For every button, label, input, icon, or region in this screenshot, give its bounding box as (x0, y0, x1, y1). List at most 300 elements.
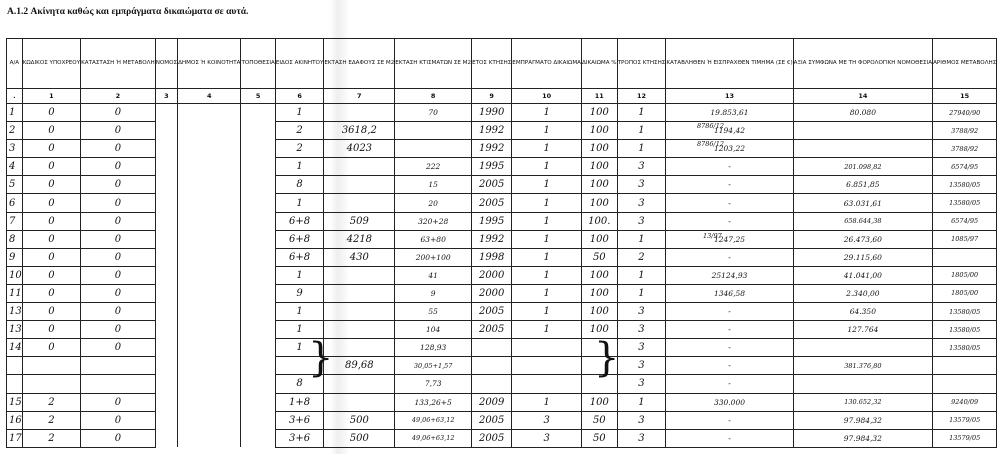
margin-note: 8786/12 (697, 140, 725, 148)
column-number: 6 (275, 89, 324, 104)
table-cell: 1 (512, 140, 582, 158)
table-cell: 11 (7, 284, 23, 302)
table-cell (22, 357, 80, 375)
table-cell: 1 (275, 303, 324, 321)
table-cell: 3 (7, 140, 23, 158)
table-cell (22, 375, 80, 393)
table-cell: 8 (7, 230, 23, 248)
table-cell (178, 393, 241, 411)
table-cell: 0 (22, 266, 80, 284)
table-cell: 100 (581, 176, 617, 194)
table-cell: - (666, 429, 793, 447)
table-row (7, 429, 997, 447)
table-cell: 200+100 (395, 248, 472, 266)
table-cell: 15 (395, 176, 472, 194)
table-cell: 0 (81, 339, 156, 357)
table-cell (155, 230, 177, 248)
table-cell (324, 104, 395, 122)
table-row (7, 176, 997, 194)
table-cell: 8 (275, 176, 324, 194)
table-cell: 658.644,38 (793, 212, 932, 230)
table-row (7, 303, 997, 321)
table-cell: 3 (617, 339, 666, 357)
table-cell: - (666, 411, 793, 429)
table-cell (155, 212, 177, 230)
table-cell: 1 (512, 212, 582, 230)
table-cell: 13580/05 (933, 321, 997, 339)
table-cell: 127.764 (793, 321, 932, 339)
table-row (7, 266, 997, 284)
table-cell: 0 (22, 284, 80, 302)
table-cell: 0 (81, 230, 156, 248)
table-cell (178, 104, 241, 122)
table-cell: 1805/00 (933, 284, 997, 302)
column-header: ΕΚΤΑΣΗ ΕΔΑΦΟΥΣ ΣΕ Μ2 (324, 39, 395, 89)
table-cell: - (666, 303, 793, 321)
table-cell: 50 (581, 411, 617, 429)
table-cell: 41.041,00 (793, 266, 932, 284)
table-cell: 0 (22, 212, 80, 230)
column-number: 5 (241, 89, 275, 104)
table-cell: 4023 (324, 140, 395, 158)
table-cell (178, 303, 241, 321)
table-cell: 1 (512, 122, 582, 140)
table-cell: 0 (81, 194, 156, 212)
table-cell (178, 176, 241, 194)
column-number-row (7, 89, 997, 104)
table-cell: 2 (7, 122, 23, 140)
table-cell (178, 122, 241, 140)
table-cell: 2000 (472, 284, 512, 302)
table-cell: 13580/05 (933, 339, 997, 357)
table-row (7, 140, 997, 158)
table-cell (178, 266, 241, 284)
column-number: 1 (22, 89, 80, 104)
table-cell (155, 357, 177, 375)
table-cell (241, 104, 275, 122)
table-cell: 500 (324, 429, 395, 447)
table-cell (472, 357, 512, 375)
table-row (7, 230, 997, 248)
table-cell (324, 375, 395, 393)
table-cell: 1992 (472, 140, 512, 158)
table-cell (155, 393, 177, 411)
table-cell (324, 158, 395, 176)
table-cell (241, 339, 275, 357)
table-cell: 3 (617, 176, 666, 194)
column-number: 11 (581, 89, 617, 104)
table-cell: 222 (395, 158, 472, 176)
table-cell: 64.350 (793, 303, 932, 321)
table-cell: 0 (22, 158, 80, 176)
table-cell (324, 321, 395, 339)
column-header: ΚΑΤΑΣΤΑΣΗ Ή ΜΕΤΑΒΟΛΗ (81, 39, 156, 89)
table-cell (155, 122, 177, 140)
table-cell: 1 (275, 104, 324, 122)
table-cell (241, 158, 275, 176)
table-cell (155, 411, 177, 429)
table-cell: 2005 (472, 176, 512, 194)
table-cell: 0 (81, 393, 156, 411)
table-cell: 100 (581, 104, 617, 122)
table-cell: 430 (324, 248, 395, 266)
table-cell: 6+8 (275, 248, 324, 266)
table-cell (512, 339, 582, 357)
column-number: 7 (324, 89, 395, 104)
column-number: 14 (793, 89, 932, 104)
table-cell: 14 (7, 339, 23, 357)
column-number: . (7, 89, 23, 104)
table-cell: 2005 (472, 194, 512, 212)
table-cell (178, 375, 241, 393)
table-cell: 50 (581, 248, 617, 266)
table-cell (178, 339, 241, 357)
table-cell (178, 357, 241, 375)
table-cell: 29.115,60 (793, 248, 932, 266)
section-title: A.1.2 Ακίνητα καθώς και εμπράγματα δικαιώματα σε αυτά. (7, 7, 249, 17)
table-cell: 1 (617, 284, 666, 302)
table-cell: 10 (7, 266, 23, 284)
column-number: 2 (81, 89, 156, 104)
table-cell: 0 (22, 104, 80, 122)
table-cell (324, 176, 395, 194)
table-cell: 49,06+63,12 (395, 411, 472, 429)
table-row (7, 411, 997, 429)
table-cell: 2 (617, 248, 666, 266)
table-cell: 27940/90 (933, 104, 997, 122)
column-header: ΕΤΟΣ ΚΤΗΣΗΣ (472, 39, 512, 89)
table-cell: 2005 (472, 321, 512, 339)
column-header: ΕΙΔΟΣ ΑΚΙΝΗΤΟΥ (275, 39, 324, 89)
table-cell: 4 (7, 158, 23, 176)
table-cell: 100 (581, 284, 617, 302)
table-cell: 80.080 (793, 104, 932, 122)
column-header: ΑΞΙΑ ΣΥΜΦΩΝΑ ΜΕ ΤΗ ΦΟΡΟΛΟΓΙΚΗ ΝΟΜΟΘΕΣΙΑ (793, 39, 932, 89)
table-cell: 2 (275, 140, 324, 158)
table-cell: 3 (617, 212, 666, 230)
table-cell: 6.851,85 (793, 176, 932, 194)
column-header: ΤΡΟΠΟΣ ΚΤΗΣΗΣ (617, 39, 666, 89)
table-cell: 5 (7, 176, 23, 194)
table-cell: 1 (617, 266, 666, 284)
table-cell: 3 (512, 429, 582, 447)
table-row (7, 357, 997, 375)
table-cell: - (666, 357, 793, 375)
table-cell: 0 (22, 230, 80, 248)
table-cell: 1 (617, 393, 666, 411)
table-cell: 0 (81, 303, 156, 321)
table-cell (793, 122, 932, 140)
table-cell: 0 (81, 104, 156, 122)
table-cell (512, 375, 582, 393)
column-header: ΕΚΤΑΣΗ ΚΤΙΣΜΑΤΩΝ ΣΕ Μ2 (395, 39, 472, 89)
table-cell: 1 (512, 248, 582, 266)
table-cell (81, 375, 156, 393)
table-cell: 7,73 (395, 375, 472, 393)
table-cell: 3 (617, 158, 666, 176)
table-cell: 17 (7, 429, 23, 447)
table-cell (241, 284, 275, 302)
grouping-brace-right: } (594, 335, 620, 381)
table-cell: 63+80 (395, 230, 472, 248)
table-cell (155, 176, 177, 194)
table-cell: 1 (617, 104, 666, 122)
column-header: ΚΩΔΙΚΟΣ ΥΠΟΧΡΕΟΥ (22, 39, 80, 89)
table-cell (178, 194, 241, 212)
table-cell: 6574/95 (933, 158, 997, 176)
table-cell: 1 (512, 230, 582, 248)
table-cell: 2005 (472, 429, 512, 447)
table-cell: 6 (7, 194, 23, 212)
table-cell (793, 375, 932, 393)
table-row (7, 321, 997, 339)
table-row (7, 104, 997, 122)
table-cell: 89,68 (324, 357, 395, 375)
table-cell: 4218 (324, 230, 395, 248)
table-cell: 16 (7, 411, 23, 429)
table-cell (155, 104, 177, 122)
table-cell: 100 (581, 393, 617, 411)
table-cell: 1 (7, 104, 23, 122)
table-cell: 49,06+63,12 (395, 429, 472, 447)
table-cell: 3+6 (275, 411, 324, 429)
table-cell: 2 (22, 429, 80, 447)
table-cell (241, 122, 275, 140)
table-cell (241, 303, 275, 321)
table-cell (241, 357, 275, 375)
table-cell (155, 266, 177, 284)
table-cell: 1 (512, 284, 582, 302)
margin-note: 8786/12 (697, 122, 725, 130)
table-cell: 1 (275, 321, 324, 339)
table-cell: 1 (512, 194, 582, 212)
table-cell: 2 (22, 411, 80, 429)
table-cell: - (666, 248, 793, 266)
table-cell: 50 (581, 429, 617, 447)
margin-note: 13/97 (703, 232, 722, 240)
table-cell: 0 (22, 194, 80, 212)
table-cell: 500 (324, 411, 395, 429)
table-cell (324, 303, 395, 321)
table-cell (155, 375, 177, 393)
table-cell: 104 (395, 321, 472, 339)
table-cell: 3788/92 (933, 122, 997, 140)
table-cell (933, 248, 997, 266)
table-cell: 100 (581, 158, 617, 176)
table-cell: 0 (81, 411, 156, 429)
table-cell: - (666, 158, 793, 176)
table-cell (81, 357, 156, 375)
table-cell (324, 339, 395, 357)
column-header: ΔΙΚΑΙΩΜΑ % (581, 39, 617, 89)
table-cell: 13580/05 (933, 303, 997, 321)
table-cell: 9 (275, 284, 324, 302)
table-cell: 1992 (472, 122, 512, 140)
table-cell (395, 140, 472, 158)
table-cell: 15 (7, 393, 23, 411)
table-cell (472, 339, 512, 357)
table-cell: 3 (617, 303, 666, 321)
column-header: ΚΑΤΑΒΛΗΘΕΝ Ή ΕΙΣΠΡΑΧΘΕΝ ΤΙΜΗΜΑ (ΣΕ €) (666, 39, 793, 89)
table-cell: 9 (395, 284, 472, 302)
table-cell: 1 (275, 194, 324, 212)
table-cell (178, 429, 241, 447)
table-cell (241, 140, 275, 158)
table-cell: 9240/09 (933, 393, 997, 411)
table-cell: 1+8 (275, 393, 324, 411)
column-number: 8 (395, 89, 472, 104)
table-cell: 100 (581, 303, 617, 321)
table-cell: 1 (617, 122, 666, 140)
table-cell: 55 (395, 303, 472, 321)
table-cell: 201.098,82 (793, 158, 932, 176)
table-cell (241, 230, 275, 248)
table-cell: 26.473,60 (793, 230, 932, 248)
table-cell: 0 (81, 266, 156, 284)
table-cell: 0 (81, 122, 156, 140)
table-cell (933, 357, 997, 375)
table-cell: 3+6 (275, 429, 324, 447)
table-cell: 1990 (472, 104, 512, 122)
table-cell: 509 (324, 212, 395, 230)
table-cell: 130.652,32 (793, 393, 932, 411)
table-cell (178, 158, 241, 176)
table-cell: 3 (617, 357, 666, 375)
table-cell: 1995 (472, 212, 512, 230)
table-cell: 2000 (472, 266, 512, 284)
column-header: ΕΜΠΡΑΓΜΑΤΟ ΔΙΚΑΙΩΜΑ (512, 39, 582, 89)
grouping-brace-left: } (308, 335, 334, 381)
column-number: 4 (178, 89, 241, 104)
table-cell: 1247,25 (666, 230, 793, 248)
table-cell: 13 (7, 303, 23, 321)
column-header: ΔΗΜΟΣ Ή ΚΟΙΝΟΤΗΤΑ (178, 39, 241, 89)
table-cell (178, 212, 241, 230)
table-cell: 6+8 (275, 230, 324, 248)
table-cell: 6+8 (275, 212, 324, 230)
table-cell: 97.984,32 (793, 411, 932, 429)
table-cell: - (666, 375, 793, 393)
table-cell (7, 375, 23, 393)
table-cell (241, 429, 275, 447)
table-cell (155, 140, 177, 158)
table-cell: - (666, 321, 793, 339)
table-cell: 3 (512, 411, 582, 429)
table-cell: 1 (512, 176, 582, 194)
table-cell: 1085/97 (933, 230, 997, 248)
table-cell: 100. (581, 212, 617, 230)
table-cell: 1 (512, 104, 582, 122)
table-cell: 1194,42 (666, 122, 793, 140)
table-cell (155, 248, 177, 266)
table-cell (155, 429, 177, 447)
table-cell: 100 (581, 194, 617, 212)
table-cell: 3 (617, 429, 666, 447)
table-cell: 13580/05 (933, 194, 997, 212)
table-cell: 13580/05 (933, 176, 997, 194)
table-cell: 0 (22, 122, 80, 140)
column-header: ΤΟΠΟΘΕΣΙΑ (241, 39, 275, 89)
table-cell: 30,05+1,57 (395, 357, 472, 375)
table-cell: 381.376,80 (793, 357, 932, 375)
table-row (7, 194, 997, 212)
table-cell (324, 284, 395, 302)
table-cell (241, 212, 275, 230)
table-cell: 100 (581, 321, 617, 339)
column-header: ΝΟΜΟΣ (155, 39, 177, 89)
header-row (7, 39, 997, 89)
table-cell: 1 (617, 140, 666, 158)
table-cell: 1 (512, 321, 582, 339)
table-row (7, 375, 997, 393)
table-cell: 0 (81, 158, 156, 176)
table-cell: 13579/05 (933, 429, 997, 447)
table-cell (793, 140, 932, 158)
table-cell (793, 339, 932, 357)
table-cell: 1 (275, 339, 324, 357)
table-cell: 0 (22, 303, 80, 321)
table-row (7, 393, 997, 411)
table-cell: 3618,2 (324, 122, 395, 140)
table-cell: 1 (617, 230, 666, 248)
table-row (7, 248, 997, 266)
table-cell: 0 (81, 321, 156, 339)
table-row (7, 158, 997, 176)
table-cell: 100 (581, 122, 617, 140)
table-cell: 1998 (472, 248, 512, 266)
table-cell (324, 194, 395, 212)
table-cell (178, 411, 241, 429)
table-row (7, 339, 997, 357)
table-cell: 330.000 (666, 393, 793, 411)
table-cell (155, 339, 177, 357)
table-cell (178, 248, 241, 266)
table-cell: 1 (512, 158, 582, 176)
table-cell (178, 284, 241, 302)
table-cell: 19.853,61 (666, 104, 793, 122)
table-cell: 1 (512, 393, 582, 411)
table-cell: 1203,22 (666, 140, 793, 158)
table-cell (241, 176, 275, 194)
table-cell (241, 375, 275, 393)
table-cell: 13 (7, 321, 23, 339)
table-cell: 63.031,61 (793, 194, 932, 212)
table-cell: 70 (395, 104, 472, 122)
table-cell: 0 (81, 248, 156, 266)
column-number: 10 (512, 89, 582, 104)
table-cell: 0 (81, 140, 156, 158)
table-cell: 97.984,32 (793, 429, 932, 447)
table-cell: 1 (512, 303, 582, 321)
table-cell: 128,93 (395, 339, 472, 357)
table-cell (241, 248, 275, 266)
table-cell: 3 (617, 411, 666, 429)
table-cell: 1 (512, 266, 582, 284)
column-number: 3 (155, 89, 177, 104)
table-cell (241, 321, 275, 339)
table-cell (178, 230, 241, 248)
table-cell: 2 (22, 393, 80, 411)
table-cell (933, 375, 997, 393)
table-cell: 1346,58 (666, 284, 793, 302)
table-cell: 0 (22, 321, 80, 339)
table-cell (178, 321, 241, 339)
column-header: Α/Α (7, 39, 23, 89)
table-cell: - (666, 212, 793, 230)
table-cell: 6574/95 (933, 212, 997, 230)
table-cell: 7 (7, 212, 23, 230)
table-cell: 0 (22, 140, 80, 158)
